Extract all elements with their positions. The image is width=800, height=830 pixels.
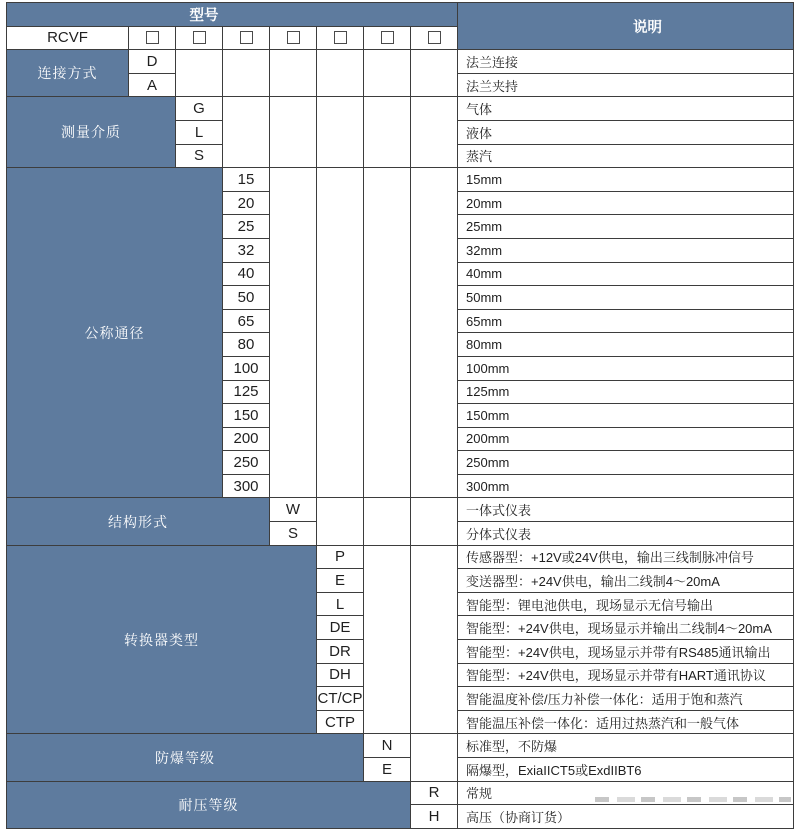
checkbox-icon xyxy=(146,31,159,44)
code-cell: DE xyxy=(317,616,364,640)
description-cell: 20mm xyxy=(458,191,794,215)
description-cell: 65mm xyxy=(458,309,794,333)
checkbox-icon xyxy=(240,31,253,44)
empty-slot-cell xyxy=(364,545,411,734)
checkbox-icon xyxy=(428,31,441,44)
model-digit-cell-2 xyxy=(176,26,223,50)
empty-slot-cell xyxy=(317,498,364,545)
empty-slot-cell xyxy=(411,97,458,168)
code-cell: 65 xyxy=(223,309,270,333)
model-digit-cell-1 xyxy=(129,26,176,50)
empty-slot-cell xyxy=(364,97,411,168)
description-cell: 200mm xyxy=(458,427,794,451)
code-cell: 150 xyxy=(223,404,270,428)
model-digit-cell-7 xyxy=(411,26,458,50)
header-row xyxy=(7,3,794,27)
section-row xyxy=(7,734,794,758)
code-cell: 250 xyxy=(223,451,270,475)
code-cell: D xyxy=(129,50,176,74)
description-header: 说明 xyxy=(458,3,794,50)
code-cell: S xyxy=(176,144,223,168)
code-cell: 40 xyxy=(223,262,270,286)
description-cell: 法兰夹持 xyxy=(458,73,794,97)
description-cell: 250mm xyxy=(458,451,794,475)
code-cell: L xyxy=(176,120,223,144)
code-cell: 25 xyxy=(223,215,270,239)
description-cell: 法兰连接 xyxy=(458,50,794,74)
code-cell: DH xyxy=(317,663,364,687)
code-cell: S xyxy=(270,522,317,546)
code-cell: 200 xyxy=(223,427,270,451)
code-cell: 80 xyxy=(223,333,270,357)
code-cell: L xyxy=(317,592,364,616)
empty-slot-cell xyxy=(176,50,223,97)
description-cell: 25mm xyxy=(458,215,794,239)
empty-slot-cell xyxy=(411,498,458,545)
empty-slot-cell xyxy=(223,50,270,97)
code-cell: 32 xyxy=(223,238,270,262)
section-row xyxy=(7,168,794,192)
description-cell: 智能型：+24V供电，现场显示并输出二线制4～20mA xyxy=(458,616,794,640)
code-cell: 100 xyxy=(223,356,270,380)
category-cell: 防爆等级 xyxy=(7,734,364,781)
code-cell: DR xyxy=(317,640,364,664)
description-cell: 高压（协商订货） xyxy=(458,805,794,829)
code-cell: 125 xyxy=(223,380,270,404)
code-cell: H xyxy=(411,805,458,829)
description-cell: 常规 xyxy=(458,781,794,805)
description-cell: 标准型，不防爆 xyxy=(458,734,794,758)
description-cell: 智能型：锂电池供电，现场显示无信号输出 xyxy=(458,592,794,616)
code-cell: 300 xyxy=(223,474,270,498)
code-cell: E xyxy=(317,569,364,593)
model-selection-table xyxy=(6,2,794,829)
empty-slot-cell xyxy=(364,168,411,498)
model-digit-cell-5 xyxy=(317,26,364,50)
description-cell: 40mm xyxy=(458,262,794,286)
description-cell: 32mm xyxy=(458,238,794,262)
code-cell: 20 xyxy=(223,191,270,215)
empty-slot-cell xyxy=(270,50,317,97)
empty-slot-cell xyxy=(411,734,458,781)
section-row xyxy=(7,50,794,74)
empty-slot-cell xyxy=(317,168,364,498)
description-cell: 传感器型：+12V或24V供电，输出三线制脉冲信号 xyxy=(458,545,794,569)
category-cell: 测量介质 xyxy=(7,97,176,168)
model-digit-cell-6 xyxy=(364,26,411,50)
empty-slot-cell xyxy=(364,498,411,545)
empty-slot-cell xyxy=(411,168,458,498)
code-cell: 15 xyxy=(223,168,270,192)
model-header: 型号 xyxy=(7,3,458,27)
model-digit-cell-3 xyxy=(223,26,270,50)
empty-slot-cell xyxy=(411,545,458,734)
description-cell: 气体 xyxy=(458,97,794,121)
category-cell: 转换器类型 xyxy=(7,545,317,734)
checkbox-icon xyxy=(381,31,394,44)
description-cell: 80mm xyxy=(458,333,794,357)
description-cell: 50mm xyxy=(458,286,794,310)
description-cell: 100mm xyxy=(458,356,794,380)
description-cell: 智能温压补偿一体化：适用过热蒸汽和一般气体 xyxy=(458,710,794,734)
description-cell: 变送器型：+24V供电，输出二线制4～20mA xyxy=(458,569,794,593)
empty-slot-cell xyxy=(411,50,458,97)
code-cell: P xyxy=(317,545,364,569)
description-cell: 智能型：+24V供电，现场显示并带有HART通讯协议 xyxy=(458,663,794,687)
code-cell: E xyxy=(364,758,411,782)
checkbox-icon xyxy=(334,31,347,44)
code-cell: G xyxy=(176,97,223,121)
description-cell: 300mm xyxy=(458,474,794,498)
empty-slot-cell xyxy=(317,97,364,168)
code-cell: 50 xyxy=(223,286,270,310)
category-cell: 连接方式 xyxy=(7,50,129,97)
code-cell: CT/CP xyxy=(317,687,364,711)
section-row xyxy=(7,545,794,569)
empty-slot-cell xyxy=(364,50,411,97)
model-selection-sheet xyxy=(6,2,794,829)
model-digit-cell-4 xyxy=(270,26,317,50)
empty-slot-cell xyxy=(223,97,270,168)
category-cell: 结构形式 xyxy=(7,498,270,545)
code-cell: R xyxy=(411,781,458,805)
section-row xyxy=(7,97,794,121)
code-cell: A xyxy=(129,73,176,97)
description-cell: 智能型：+24V供电，现场显示并带有RS485通讯输出 xyxy=(458,640,794,664)
description-cell: 隔爆型，ExiaIICT5或ExdIIBT6 xyxy=(458,758,794,782)
code-cell: W xyxy=(270,498,317,522)
description-cell: 一体式仪表 xyxy=(458,498,794,522)
description-cell: 150mm xyxy=(458,404,794,428)
empty-slot-cell xyxy=(317,50,364,97)
section-row xyxy=(7,781,794,805)
description-cell: 液体 xyxy=(458,120,794,144)
empty-slot-cell xyxy=(270,97,317,168)
description-cell: 15mm xyxy=(458,168,794,192)
section-row xyxy=(7,498,794,522)
description-cell: 蒸汽 xyxy=(458,144,794,168)
model-prefix-cell: RCVF xyxy=(7,26,129,50)
checkbox-icon xyxy=(287,31,300,44)
description-cell: 分体式仪表 xyxy=(458,522,794,546)
checkbox-icon xyxy=(193,31,206,44)
code-cell: N xyxy=(364,734,411,758)
category-cell: 公称通径 xyxy=(7,168,223,498)
description-cell: 125mm xyxy=(458,380,794,404)
empty-slot-cell xyxy=(270,168,317,498)
code-cell: CTP xyxy=(317,710,364,734)
category-cell: 耐压等级 xyxy=(7,781,411,828)
description-cell: 智能温度补偿/压力补偿一体化：适用于饱和蒸汽 xyxy=(458,687,794,711)
